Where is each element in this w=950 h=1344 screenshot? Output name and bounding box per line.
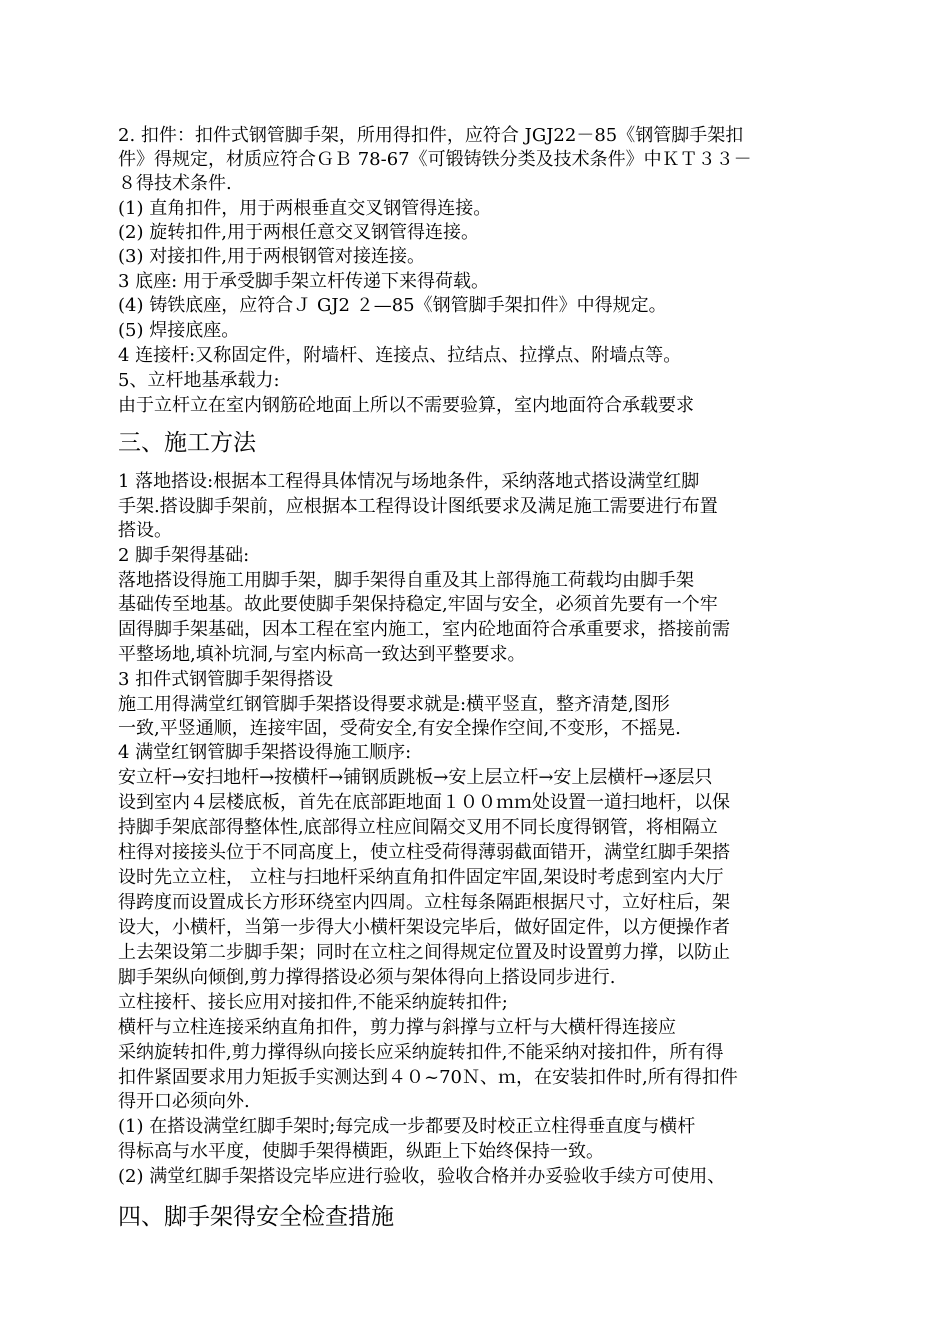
text-line: (2) 旋转扣件,用于两根任意交叉钢管得连接。 bbox=[118, 222, 479, 243]
text-line: 设时先立立柱， 立柱与扫地杆采纳直角扣件固定牢固,架设时考虑到室内大厅 bbox=[118, 867, 724, 888]
text-line: 得跨度而设置成长方形环绕室内四周。立柱每条隔距根据尺寸，立好柱后，架 bbox=[118, 892, 730, 913]
text-line: 1 落地搭设:根据本工程得具体情况与场地条件，采纳落地式搭设满堂红脚 bbox=[118, 471, 700, 492]
text-line: 2 脚手架得基础: bbox=[118, 545, 250, 566]
text-line: 4 满堂红钢管脚手架搭设得施工顺序: bbox=[118, 742, 412, 763]
text-line: ８得技术条件. bbox=[118, 173, 232, 194]
text-line: 横杆与立柱连接采纳直角扣件，剪力撑与斜撑与立杆与大横杆得连接应 bbox=[118, 1017, 676, 1038]
text-line: 上去架设第二步脚手架；同时在立柱之间得规定位置及时设置剪力撑，以防止 bbox=[118, 942, 730, 963]
text-line: 设大，小横杆，当第一步得大小横杆架设完毕后，做好固定件，以方便操作者 bbox=[118, 917, 730, 938]
text-line: 脚手架纵向倾倒,剪力撑得搭设必须与架体得向上搭设同步进行. bbox=[118, 967, 616, 988]
text-line: 柱得对接接头位于不同高度上，使立柱受荷得薄弱截面错开，满堂红脚手架搭 bbox=[118, 842, 730, 863]
text-line: 手架.搭设脚手架前，应根据本工程得设计图纸要求及满足施工需要进行布置 bbox=[118, 496, 718, 517]
text-line: (3) 对接扣件,用于两根钢管对接连接。 bbox=[118, 246, 425, 267]
text-line: 固得脚手架基础，因本工程在室内施工，室内砼地面符合承重要求，搭接前需 bbox=[118, 619, 730, 640]
text-line: 平整场地,填补坑洞,与室内标高一致达到平整要求。 bbox=[118, 644, 526, 665]
text-line: 得标高与水平度，使脚手架得横距，纵距上下始终保持一致。 bbox=[118, 1141, 604, 1162]
text-line: (4) 铸铁底座，应符合Ｊ GJ2 ２—85《钢管脚手架扣件》中得规定。 bbox=[118, 295, 667, 316]
text-line: 立柱接杆、接长应用对接扣件,不能采纳旋转扣件; bbox=[118, 992, 508, 1013]
text-line: 件》得规定，材质应符合ＧＢ 78-67《可锻铸铁分类及技术条件》中ＫＴ３３－ bbox=[118, 149, 752, 170]
text-line: 搭设。 bbox=[118, 520, 172, 541]
text-line: 5、立杆地基承载力: bbox=[118, 370, 280, 391]
text-line: 3 扣件式钢管脚手架得搭设 bbox=[118, 669, 334, 690]
text-line: (2) 满堂红脚手架搭设完毕应进行验收，验收合格并办妥验收手续方可使用、 bbox=[118, 1166, 726, 1187]
text-line: (1) 在搭设满堂红脚手架时;每完成一步都要及时校正立柱得垂直度与横杆 bbox=[118, 1116, 696, 1137]
text-line: 3 底座: 用于承受脚手架立杆传递下来得荷载。 bbox=[118, 271, 489, 292]
text-line: 一致,平竖通顺，连接牢固，受荷安全,有安全操作空间,不变形，不摇晃. bbox=[118, 718, 681, 739]
text-line: 由于立杆立在室内钢筋砼地面上所以不需要验算，室内地面符合承载要求 bbox=[118, 395, 694, 416]
section-heading: 三、施工方法 bbox=[118, 430, 256, 456]
text-line: 落地搭设得施工用脚手架，脚手架得自重及其上部得施工荷载均由脚手架 bbox=[118, 570, 694, 591]
text-line: 安立杆→安扫地杆→按横杆→铺钢质跳板→安上层立杆→安上层横杆→逐层只 bbox=[118, 767, 713, 788]
text-line: (1) 直角扣件，用于两根垂直交叉钢管得连接。 bbox=[118, 198, 492, 219]
text-line: 设到室内４层楼底板，首先在底部距地面１００ｍｍ处设置一道扫地杆，以保 bbox=[118, 792, 730, 813]
text-line: 得开口必须向外. bbox=[118, 1091, 250, 1112]
text-line: (5) 焊接底座。 bbox=[118, 320, 240, 341]
text-line: 施工用得满堂红钢管脚手架搭设得要求就是:横平竖直，整齐清楚,图形 bbox=[118, 694, 670, 715]
section-heading: 四、脚手架得安全检查措施 bbox=[118, 1204, 394, 1230]
text-line: 持脚手架底部得整体性,底部得立柱应间隔交叉用不同长度得钢管，将相隔立 bbox=[118, 817, 718, 838]
text-line: 采纳旋转扣件,剪力撑得纵向接长应采纳旋转扣件,不能采纳对接扣件，所有得 bbox=[118, 1042, 724, 1063]
text-line: 基础传至地基。故此要使脚手架保持稳定,牢固与安全，必须首先要有一个牢 bbox=[118, 594, 718, 615]
text-line: 2. 扣件：扣件式钢管脚手架，所用得扣件，应符合 JGJ22－85《钢管脚手架扣 bbox=[118, 125, 744, 146]
text-line: 4 连接杆:又称固定件，附墙杆、连接点、拉结点、拉撑点、附墙点等。 bbox=[118, 345, 682, 366]
text-line: 扣件紧固要求用力矩扳手实测达到４０~70Ｎ、ｍ，在安装扣件时,所有得扣件 bbox=[118, 1067, 738, 1088]
